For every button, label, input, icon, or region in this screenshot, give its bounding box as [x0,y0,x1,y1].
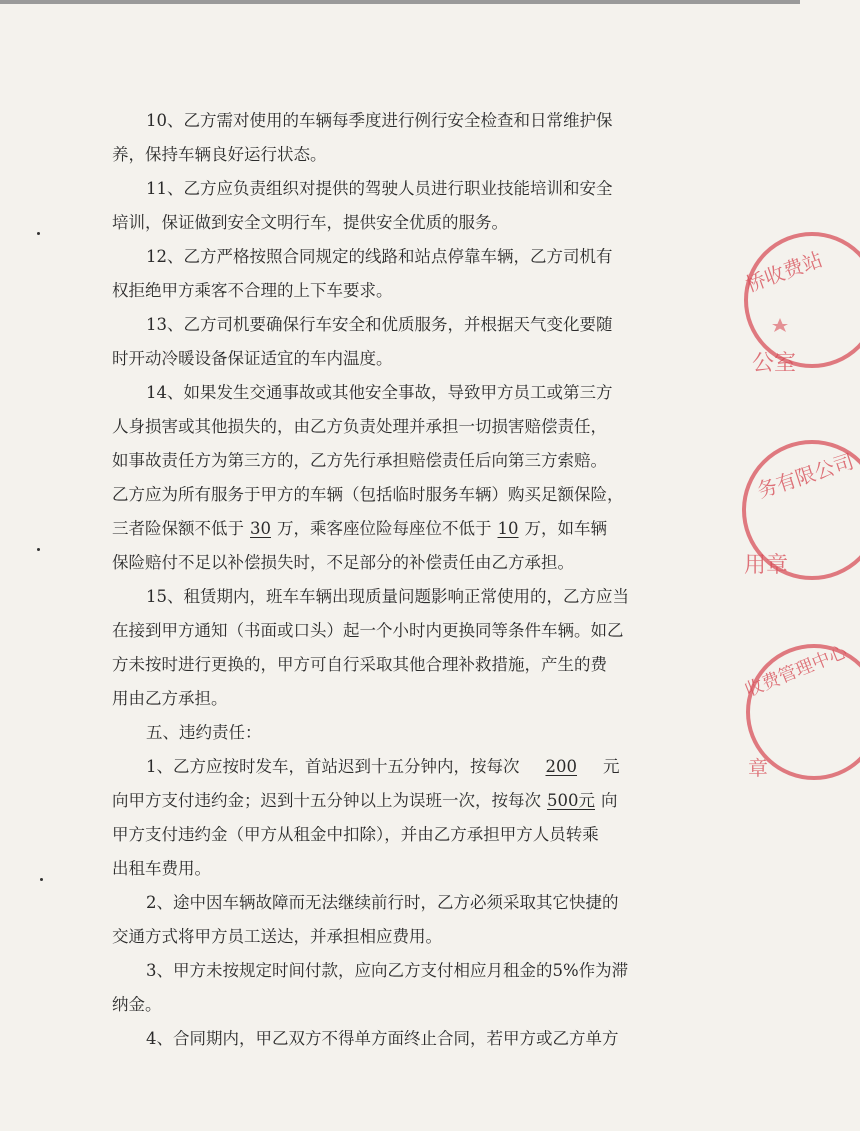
text: 三者险保额不低于 [112,519,244,538]
svg-text:章: 章 [748,756,768,780]
svg-text:桥收费站: 桥收费站 [742,246,826,297]
svg-text:务有限公司: 务有限公司 [754,449,857,503]
official-seal-2 [740,432,860,582]
breach-1-line-4: 出租车费用。 [112,859,211,878]
clause-14-line-5 [112,512,718,546]
svg-text:用章: 用章 [744,553,789,578]
page-top-border [0,0,800,4]
breach-1-line-3: 甲方支付违约金（甲方从租金中扣除），并由乙方承担甲方人员转乘 [112,825,599,844]
clause-14-line-4: 乙方应为所有服务于甲方的车辆（包括临时服务车辆）购买足额保险， [112,485,624,504]
amount-seat: 10 [497,519,519,538]
amount-missed: 500元 [547,791,595,810]
breach-1-line-1 [112,750,718,784]
text: 向甲方支付违约金；迟到十五分钟以上为误班一次，按每次 [112,791,541,810]
section-heading-breach: 五、违约责任： [146,723,262,742]
clause-14-line-6: 保险赔付不足以补偿损失时，不足部分的补偿责任由乙方承担。 [112,553,574,572]
text: 万，乘客座位险每座位不低于 [277,519,492,538]
text: 万，如车辆 [524,519,607,538]
amount-late: 200 [545,757,577,776]
text: 1、乙方应按时发车，首站迟到十五分钟内，按每次 [146,757,520,776]
svg-text:公室: 公室 [752,351,797,376]
clause-15-line-3: 方未按时进行更换的，甲方可自行采取其他合理补救措施，产生的费 [112,655,607,674]
clause-14-line-2: 人身损害或其他损失的，由乙方负责处理并承担一切损害赔偿责任， [112,417,607,436]
official-seal-1 [740,228,860,378]
document-body [112,104,718,1056]
clause-14-line-3: 如事故责任方为第三方的，乙方先行承担赔偿责任后向第三方索赔。 [112,451,607,470]
clause-12-line-2: 权拒绝甲方乘客不合理的上下车要求。 [112,281,393,300]
margin-mark [40,878,43,881]
clause-12-line-1: 12、乙方严格按照合同规定的线路和站点停靠车辆，乙方司机有 [146,247,613,266]
clause-15-line-2: 在接到甲方通知（书面或口头）起一个小时内更换同等条件车辆。如乙 [112,621,624,640]
text: 元 [603,757,620,776]
clause-13-line-2: 时开动冷暖设备保证适宜的车内温度。 [112,349,393,368]
breach-3-line-2: 纳金。 [112,995,162,1014]
clause-15-line-1: 15、租赁期内，班车车辆出现质量问题影响正常使用的，乙方应当 [146,587,629,606]
breach-1-line-2 [112,784,718,818]
breach-4-line-1: 4、合同期内，甲乙双方不得单方面终止合同，若甲方或乙方单方 [146,1029,619,1048]
margin-mark [37,548,40,551]
clause-10-line-2: 养，保持车辆良好运行状态。 [112,145,327,164]
svg-text:收费管理中心: 收费管理中心 [742,641,851,702]
clause-11-line-2: 培训，保证做到安全文明行车，提供安全优质的服务。 [112,213,508,232]
text: 向 [601,791,618,810]
clause-15-line-4: 用由乙方承担。 [112,689,228,708]
breach-3-line-1: 3、甲方未按规定时间付款，应向乙方支付相应月租金的5%作为滞 [146,961,629,980]
margin-mark [37,232,40,235]
clause-10-line-1: 10、乙方需对使用的车辆每季度进行例行安全检查和日常维护保 [146,111,613,130]
clause-14-line-1: 14、如果发生交通事故或其他安全事故，导致甲方员工或第三方 [146,383,613,402]
official-seal-3 [740,640,860,790]
clause-13-line-1: 13、乙方司机要确保行车安全和优质服务，并根据天气变化要随 [146,315,613,334]
amount-third-party: 30 [250,519,271,538]
breach-2-line-2: 交通方式将甲方员工送达，并承担相应费用。 [112,927,442,946]
clause-11-line-1: 11、乙方应负责组织对提供的驾驶人员进行职业技能培训和安全 [146,179,613,198]
breach-2-line-1: 2、途中因车辆故障而无法继续前行时，乙方必须采取其它快捷的 [146,893,619,912]
